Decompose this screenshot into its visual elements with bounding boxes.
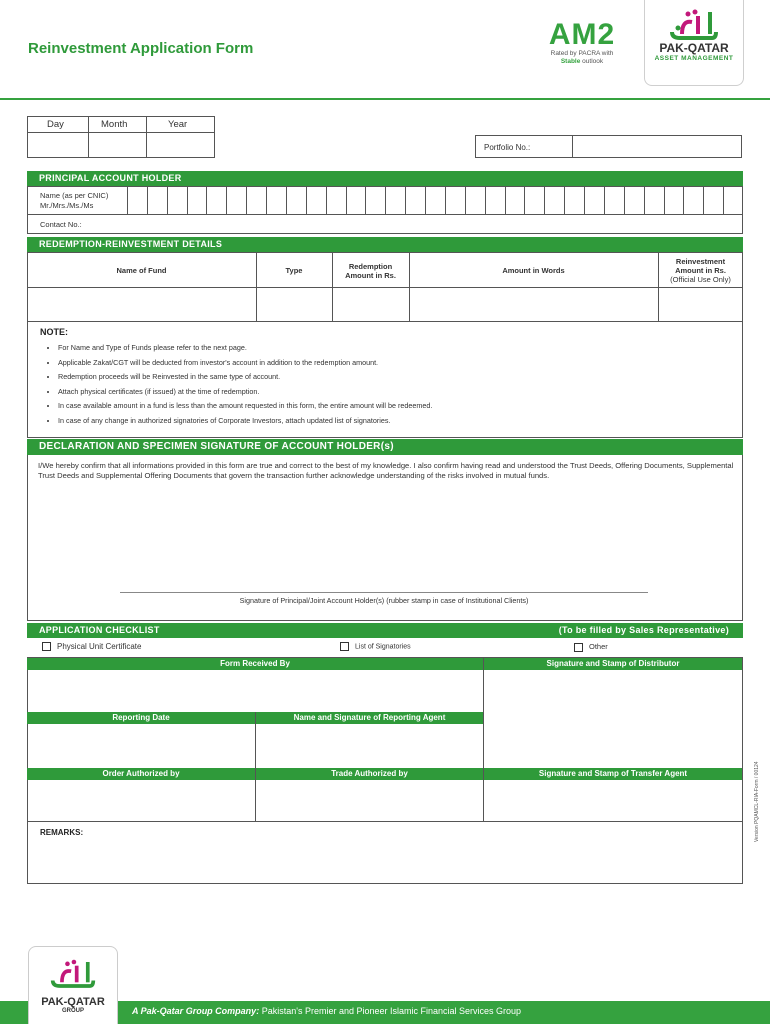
name-char-box[interactable] bbox=[147, 186, 167, 214]
rating-line-1: Rated by PACRA with bbox=[550, 50, 614, 57]
company-logo bbox=[644, 0, 744, 86]
name-char-box[interactable] bbox=[644, 186, 664, 214]
year-input[interactable] bbox=[147, 133, 214, 157]
note-title: NOTE: bbox=[40, 327, 68, 337]
transfer-agent-header: Signature and Stamp of Transfer Agent bbox=[484, 768, 742, 780]
col-redemption: Redemption Amount in Rs. bbox=[345, 262, 396, 280]
name-char-box[interactable] bbox=[584, 186, 604, 214]
name-label-1: Name (as per CNIC) bbox=[40, 191, 109, 200]
name-char-box[interactable] bbox=[266, 186, 286, 214]
name-char-box[interactable] bbox=[286, 186, 306, 214]
name-char-box[interactable] bbox=[445, 186, 465, 214]
principal-section-header: PRINCIPAL ACCOUNT HOLDER bbox=[27, 171, 743, 186]
name-char-box[interactable] bbox=[326, 186, 346, 214]
reporting-agent-header: Name and Signature of Reporting Agent bbox=[256, 712, 483, 724]
portfolio-label: Portfolio No.: bbox=[484, 143, 531, 152]
name-char-box[interactable] bbox=[723, 186, 743, 214]
footer-logo-subtitle: GROUP bbox=[61, 1008, 84, 1014]
col-type: Type bbox=[285, 266, 303, 275]
logo-name: PAK-QATAR bbox=[659, 41, 729, 55]
name-char-box[interactable] bbox=[187, 186, 207, 214]
contact-label: Contact No.: bbox=[40, 220, 82, 229]
name-char-box[interactable] bbox=[524, 186, 544, 214]
checkbox-icon bbox=[340, 642, 349, 651]
name-char-box[interactable] bbox=[624, 186, 644, 214]
note-item: • In case available amount in a fund is less than the amount requested in this form, the entire amount will be redeemed. bbox=[58, 399, 432, 414]
trade-authorized-input[interactable] bbox=[256, 781, 483, 821]
trade-authorized-header: Trade Authorized by bbox=[256, 768, 483, 780]
logo-subtitle: ASSET MANAGEMENT bbox=[654, 55, 734, 62]
fund-name-input[interactable] bbox=[28, 288, 256, 321]
month-label: Month bbox=[101, 119, 128, 130]
signature-line bbox=[120, 592, 648, 593]
sales-rep-note: (To be filled by Sales Representative) bbox=[558, 625, 729, 635]
name-char-box[interactable] bbox=[465, 186, 485, 214]
name-char-box[interactable] bbox=[564, 186, 584, 214]
checkbox-icon bbox=[574, 643, 583, 652]
name-char-box[interactable] bbox=[405, 186, 425, 214]
order-authorized-input[interactable] bbox=[28, 781, 255, 821]
redemption-amount-input[interactable] bbox=[333, 288, 409, 321]
redemption-section-header: REDEMPTION-REINVESTMENT DETAILS bbox=[27, 237, 743, 252]
remarks-input[interactable] bbox=[100, 823, 742, 883]
header-divider bbox=[0, 98, 770, 100]
name-char-box[interactable] bbox=[226, 186, 246, 214]
distributor-signature-header: Signature and Stamp of Distributor bbox=[484, 658, 742, 670]
name-char-box[interactable] bbox=[306, 186, 326, 214]
note-item: • Attach physical certificates (if issued) at the time of redemption. bbox=[58, 385, 432, 400]
name-character-grid[interactable] bbox=[127, 186, 743, 214]
day-label: Day bbox=[47, 119, 64, 130]
signature-label: Signature of Principal/Joint Account Holder(s) (rubber stamp in case of Institutional Clients) bbox=[239, 596, 529, 605]
col-name-of-fund: Name of Fund bbox=[116, 266, 167, 275]
name-char-box[interactable] bbox=[167, 186, 187, 214]
day-input[interactable] bbox=[28, 133, 88, 157]
rating-badge bbox=[534, 20, 630, 66]
reporting-date-header: Reporting Date bbox=[27, 712, 255, 724]
name-char-box[interactable] bbox=[246, 186, 266, 214]
pak-qatar-logo-icon bbox=[668, 8, 720, 42]
note-item: • Redemption proceeds will be Reinvested in the same type of account. bbox=[58, 370, 432, 385]
name-label-2: Mr./Mrs./Ms./Ms bbox=[40, 201, 94, 210]
name-char-box[interactable] bbox=[346, 186, 366, 214]
name-char-box[interactable] bbox=[703, 186, 723, 214]
footer-logo-name: PAK-QATAR bbox=[41, 996, 105, 1008]
declaration-text: I/We hereby confirm that all informations provided in this form are true and correct to the best of my knowledge. I also confirm having read and understood the Trust Deeds, Offering Documents, Supplemental Trust Deeds and Supplemental Offering Documents that govern the transaction further acknowledge understanding of the risks involved in mutual funds. bbox=[38, 461, 734, 480]
footer-logo bbox=[28, 946, 118, 1024]
checklist-section-header: APPLICATION CHECKLIST (To be filled by Sales Representative) bbox=[27, 623, 743, 638]
name-char-box[interactable] bbox=[485, 186, 505, 214]
portfolio-input[interactable] bbox=[573, 136, 741, 157]
note-item: • In case of any change in authorized signatories of Corporate Investors, attach updated list of signatories. bbox=[58, 414, 432, 429]
name-char-box[interactable] bbox=[604, 186, 624, 214]
name-char-box[interactable] bbox=[544, 186, 564, 214]
distributor-signature-input[interactable] bbox=[484, 671, 742, 766]
reinvestment-amount-input[interactable] bbox=[659, 288, 742, 321]
col-reinvestment: Reinvestment Amount in Rs. (Official Use Only) bbox=[670, 257, 731, 284]
rating-line-2: Stable outlook bbox=[560, 58, 604, 65]
year-label: Year bbox=[168, 119, 188, 130]
declaration-section-header: DECLARATION AND SPECIMEN SIGNATURE OF ACCOUNT HOLDER(s) bbox=[27, 439, 743, 455]
name-char-box[interactable] bbox=[425, 186, 445, 214]
note-item: • For Name and Type of Funds please refer to the next page. bbox=[58, 341, 432, 356]
name-char-box[interactable] bbox=[664, 186, 684, 214]
col-amount-in-words: Amount in Words bbox=[502, 266, 565, 275]
signature-area[interactable] bbox=[120, 500, 648, 592]
footer-text: A Pak-Qatar Group Company: Pakistan's Premier and Pioneer Islamic Financial Services Group bbox=[132, 1006, 522, 1016]
note-item: • Applicable Zakat/CGT will be deducted from investor's account in addition to the redemption amount. bbox=[58, 356, 432, 371]
rating-value: AM2 bbox=[548, 18, 616, 51]
checkbox-physical-unit[interactable]: Physical Unit Certificate bbox=[42, 642, 141, 651]
form-title: Reinvestment Application Form bbox=[28, 40, 254, 57]
pak-qatar-group-logo-icon bbox=[49, 957, 97, 991]
amount-words-input[interactable] bbox=[410, 288, 658, 321]
name-char-box[interactable] bbox=[127, 186, 147, 214]
form-received-input[interactable] bbox=[28, 671, 483, 711]
month-input[interactable] bbox=[89, 133, 146, 157]
name-char-box[interactable] bbox=[385, 186, 405, 214]
form-received-header: Form Received By bbox=[27, 658, 483, 670]
checkbox-icon bbox=[42, 642, 51, 651]
checkbox-other[interactable]: Other bbox=[574, 642, 608, 652]
type-input[interactable] bbox=[257, 288, 332, 321]
reporting-date-input[interactable] bbox=[28, 725, 255, 766]
checkbox-list-of-signatories[interactable]: List of Signatories bbox=[340, 642, 411, 651]
version-text: Version PQAMCL-RIA-Form / 00124 bbox=[754, 761, 760, 842]
name-char-box[interactable] bbox=[505, 186, 525, 214]
name-char-box[interactable] bbox=[365, 186, 385, 214]
name-char-box[interactable] bbox=[683, 186, 703, 214]
contact-input[interactable] bbox=[100, 215, 742, 233]
name-char-box[interactable] bbox=[206, 186, 226, 214]
note-list bbox=[58, 341, 432, 429]
reporting-agent-input[interactable] bbox=[256, 725, 483, 766]
order-authorized-header: Order Authorized by bbox=[27, 768, 255, 780]
remarks-label: REMARKS: bbox=[40, 828, 84, 837]
transfer-agent-input[interactable] bbox=[484, 781, 742, 821]
